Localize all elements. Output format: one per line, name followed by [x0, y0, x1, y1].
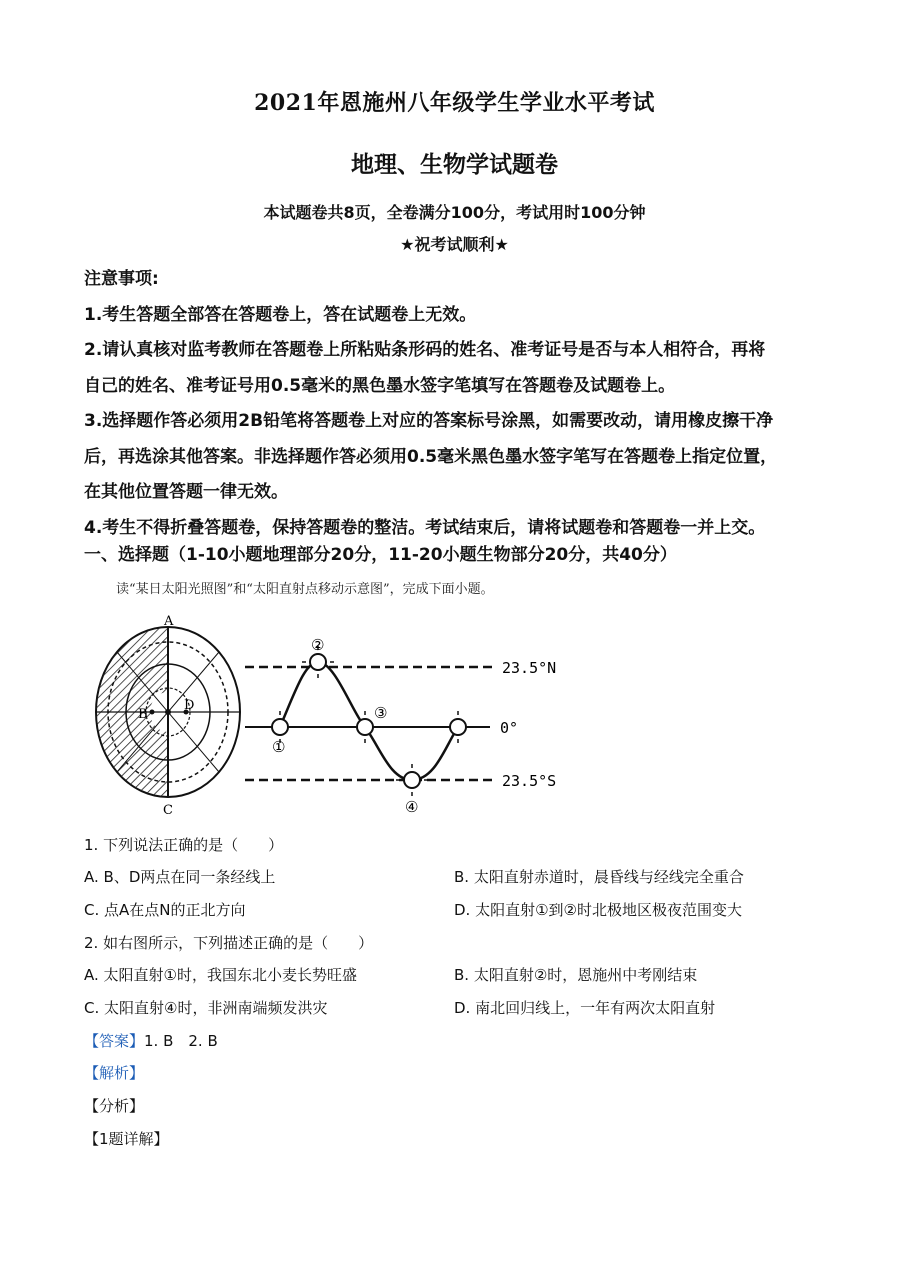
note-line: 在其他位置答题一律无效。	[84, 482, 288, 502]
q1-option-a: A. B、D两点在同一条经线上	[84, 868, 276, 886]
question-2-stem: 2. 如右图所示，下列描述正确的是（ ）	[84, 934, 374, 952]
equator-label: 0°	[500, 719, 519, 737]
point-c-label: C	[163, 803, 173, 818]
tropic-north-label: 23.5°N	[502, 659, 557, 677]
tropic-south-label: 23.5°S	[502, 772, 557, 790]
sun-label-3: ③	[374, 704, 388, 722]
fenxi-heading: 【分析】	[84, 1097, 145, 1115]
note-line: 后，再选涂其他答案。非选择题作答必须用0.5毫米黑色墨水签字笔写在答题卷上指定位置，	[84, 446, 778, 467]
sun-label-2: ②	[311, 636, 325, 654]
question-intro: 读“某日太阳光照图”和“太阳直射点移动示意图”，完成下面小题。	[116, 582, 494, 597]
exam-info: 本试题卷共8页，全卷满分100分，考试用时100分钟	[263, 203, 646, 222]
notes-block	[84, 262, 829, 546]
q1-option-d: D. 太阳直射①到②时北极地区极夜范围变大	[454, 901, 742, 919]
note-line: 4.考生不得折叠答题卷，保持答题卷的整洁。考试结束后，请将试题卷和答题卷一并上交。	[84, 517, 766, 538]
exam-title: 2021年恩施州八年级学生学业水平考试	[254, 90, 655, 116]
q2-option-d: D. 南北回归线上，一年有两次太阳直射	[454, 999, 716, 1017]
analysis-tag: 【解析】	[84, 1064, 145, 1082]
sun-label-1: ①	[272, 738, 286, 756]
paper-title: 地理、生物学试题卷	[351, 151, 558, 178]
blessing: ★祝考试顺利★	[400, 235, 509, 254]
answer-line	[84, 1030, 218, 1051]
sun-label-4: ④	[405, 798, 419, 816]
geography-figure	[90, 612, 580, 822]
q2-option-c: C. 太阳直射④时，非洲南端频发洪灾	[84, 999, 328, 1017]
point-d-label: D	[184, 698, 195, 713]
notes-heading: 注意事项:	[84, 269, 159, 289]
q1-option-c: C. 点A在点N的正北方向	[84, 901, 246, 919]
q1-option-b: B. 太阳直射赤道时，晨昏线与经线完全重合	[454, 868, 744, 886]
q1-detail-heading: 【1题详解】	[84, 1130, 169, 1148]
note-line: 3.选择题作答必须用2B铅笔将答题卷上对应的答案标号涂黑，如需要改动，请用橡皮擦干净	[84, 411, 774, 431]
note-line: 自己的姓名、准考证号用0.5毫米的黑色墨水签字笔填写在答题卷及试题卷上。	[84, 375, 676, 396]
question-1-stem: 1. 下列说法正确的是（ ）	[84, 836, 284, 854]
sunlight-diagram	[96, 614, 240, 818]
answer-tag: 【答案】	[84, 1032, 145, 1050]
note-line: 2.请认真核对监考教师在答题卷上所粘贴条形码的姓名、准考证号是否与本人相符合，再将	[84, 340, 766, 360]
answer-value: 1. B 2. B	[144, 1032, 218, 1050]
note-line: 1.考生答题全部答在答题卷上，答在试题卷上无效。	[84, 304, 477, 325]
point-a-label: A	[164, 614, 174, 629]
point-b-label: B	[138, 707, 148, 722]
section-title: 一、选择题（1-10小题地理部分20分，11-20小题生物部分20分，共40分）	[84, 545, 677, 565]
q2-option-a: A. 太阳直射①时，我国东北小麦长势旺盛	[84, 966, 357, 984]
subsolar-migration-diagram	[245, 636, 556, 816]
q2-option-b: B. 太阳直射②时，恩施州中考刚结束	[454, 966, 698, 984]
